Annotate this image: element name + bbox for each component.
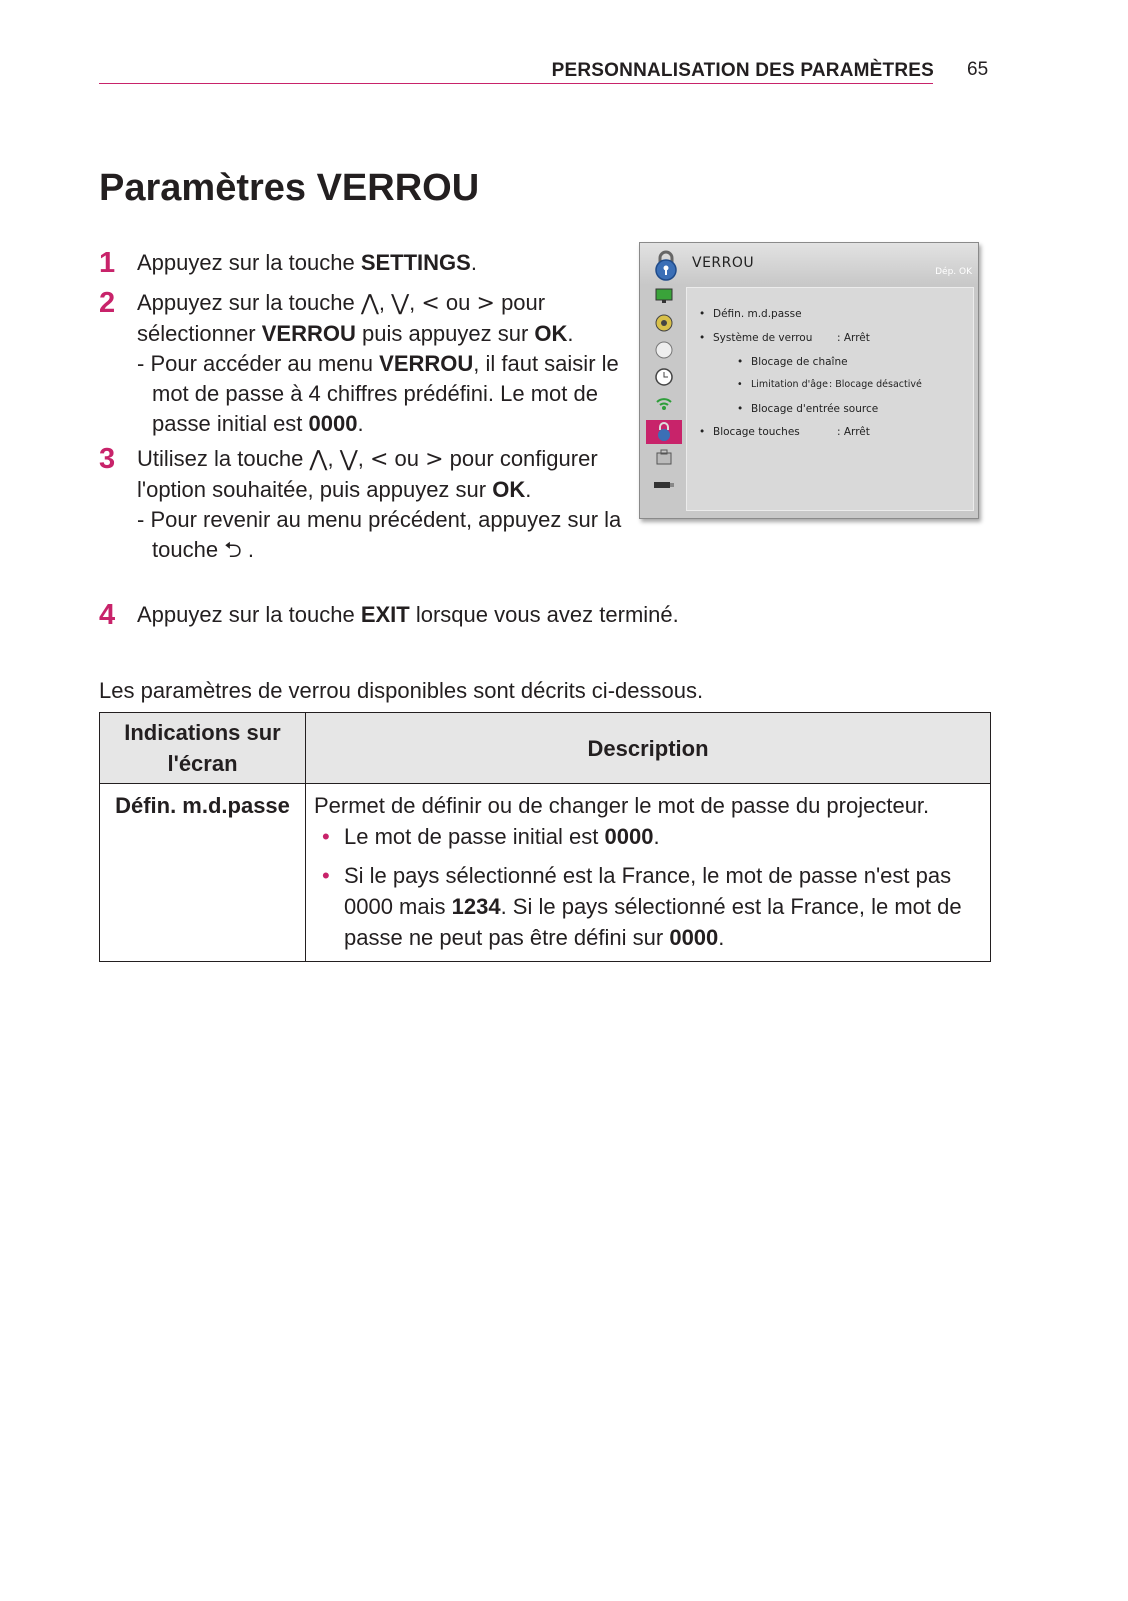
table-intro: Les paramètres de verrou disponibles sont décrits ci-dessous. bbox=[99, 678, 704, 703]
step-number: 4 bbox=[99, 599, 116, 631]
audio-icon[interactable] bbox=[646, 313, 682, 337]
network-icon[interactable] bbox=[646, 394, 682, 418]
input-icon[interactable] bbox=[646, 474, 682, 498]
up-arrow-icon: ⋀ bbox=[309, 447, 328, 472]
menu-option[interactable]: • Défin. m.d.passe bbox=[699, 308, 802, 320]
page-title: Paramètres VERROU bbox=[99, 167, 480, 209]
step-3 bbox=[99, 444, 639, 566]
right-arrow-icon: > bbox=[476, 291, 495, 316]
time-icon[interactable] bbox=[646, 367, 682, 391]
column-header: Description bbox=[306, 713, 991, 784]
lock-icon bbox=[654, 249, 678, 281]
down-arrow-icon: ⋁ bbox=[339, 447, 358, 472]
settings-table bbox=[99, 712, 991, 962]
menu-option[interactable]: • Système de verrou : Arrêt bbox=[699, 332, 870, 344]
list-item: • Le mot de passe initial est 0000. bbox=[314, 821, 982, 852]
picture-icon[interactable] bbox=[646, 287, 682, 311]
menu-title: VERROU bbox=[692, 255, 755, 271]
navigation-hint: Dép. OK bbox=[935, 267, 972, 277]
table-row bbox=[100, 784, 991, 962]
step-text: Appuyez sur la touche SETTINGS. bbox=[137, 250, 477, 275]
step-text: Appuyez sur la touche EXIT lorsque vous avez terminé. bbox=[137, 602, 679, 627]
verrou-menu-screenshot bbox=[639, 242, 979, 519]
step-number: 2 bbox=[99, 287, 116, 319]
left-arrow-icon: < bbox=[369, 447, 389, 472]
step-note: - Pour accéder au menu VERROU, il faut saisir le mot de passe à 4 chiffres prédéfini. Le mot de passe initial est 0000. bbox=[137, 351, 619, 436]
description-text: Permet de définir ou de changer le mot de passe du projecteur. bbox=[314, 793, 930, 818]
left-arrow-icon: < bbox=[421, 291, 440, 316]
menu-option[interactable]: • Limitation d'âge : Blocage désactivé bbox=[737, 379, 922, 390]
step-text: Utilisez la touche ⋀, ⋁, < ou > pour configurer l'option souhaitée, puis appuyez sur OK. - Pour revenir au menu précédent, appuyez sur la touche ⮌ . bbox=[137, 444, 639, 566]
menu-options bbox=[686, 287, 974, 511]
menu-option[interactable]: • Blocage de chaîne bbox=[737, 356, 848, 368]
table-header-row bbox=[100, 713, 991, 784]
up-arrow-icon: ⋀ bbox=[360, 291, 379, 316]
back-icon: ⮌ bbox=[224, 538, 242, 563]
menu-option[interactable]: • Blocage touches : Arrêt bbox=[699, 426, 870, 438]
setup-icon[interactable] bbox=[646, 340, 682, 364]
step-2 bbox=[99, 288, 639, 439]
step-1 bbox=[99, 248, 639, 278]
bullet-icon: • bbox=[322, 863, 330, 888]
step-number: 3 bbox=[99, 443, 116, 475]
menu-option[interactable]: • Blocage d'entrée source bbox=[737, 403, 879, 415]
down-arrow-icon: ⋁ bbox=[391, 291, 410, 316]
lock-icon[interactable] bbox=[646, 420, 682, 444]
step-text: Appuyez sur la touche ⋀, ⋁, < ou > pour sélectionner VERROU puis appuyez sur OK. - Pour accéder au menu VERROU, il faut saisir le mot de passe à 4 chiffres prédéfini. Le mot de passe initial est 0000. bbox=[137, 288, 639, 439]
right-arrow-icon: > bbox=[425, 447, 444, 472]
bullet-icon: • bbox=[322, 824, 330, 849]
header-rule bbox=[99, 83, 933, 84]
column-header: Indications sur l'écran bbox=[100, 713, 306, 784]
step-4 bbox=[99, 600, 799, 630]
step-number: 1 bbox=[99, 247, 116, 279]
list-item: • Si le pays sélectionné est la France, le mot de passe n'est pas 0000 mais 1234. Si le pays sélectionné est la France, le mot de passe ne peut pas être défini sur 0000. bbox=[314, 860, 982, 953]
setting-description bbox=[306, 784, 991, 962]
setting-name: Défin. m.d.passe bbox=[100, 784, 306, 962]
menu-header bbox=[640, 243, 978, 285]
step-note: - Pour revenir au menu précédent, appuyez sur la touche ⮌ . bbox=[137, 507, 622, 563]
running-header: PERSONNALISATION DES PARAMÈTRES bbox=[551, 60, 934, 81]
menu-sidebar bbox=[644, 287, 684, 509]
option-icon[interactable] bbox=[646, 447, 682, 471]
page-number: 65 bbox=[967, 59, 989, 80]
